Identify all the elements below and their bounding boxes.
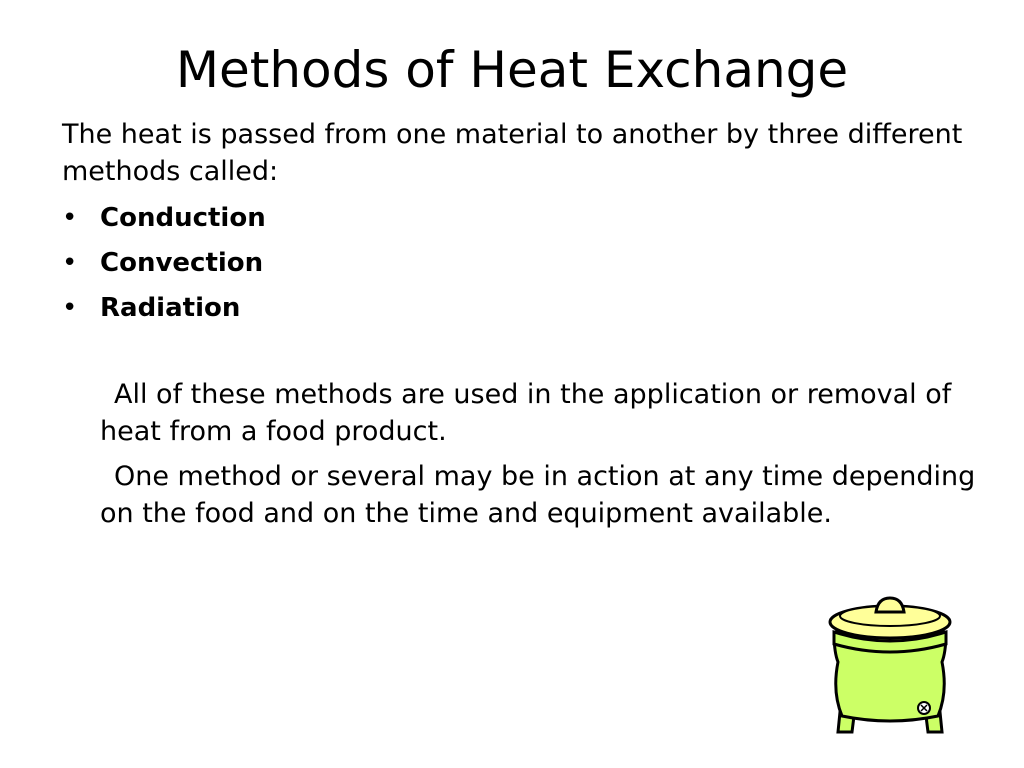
list-item <box>62 286 266 331</box>
list-item <box>62 196 266 241</box>
methods-list <box>62 196 266 331</box>
list-item-label: Radiation <box>100 293 241 323</box>
list-item-label: Conduction <box>100 203 266 233</box>
list-item-label: Convection <box>100 248 264 278</box>
slow-cooker-icon <box>820 592 960 738</box>
list-item <box>62 241 266 286</box>
intro-text: The heat is passed from one material to another by three different methods called: <box>62 119 963 187</box>
cooker-lid-knob <box>876 598 904 612</box>
bullet-icon: • <box>62 248 78 278</box>
bullet-icon: • <box>62 293 78 323</box>
bullet-icon: • <box>62 203 78 233</box>
slide-title: Methods of Heat Exchange <box>175 41 849 99</box>
paragraph-methods-in-action: One method or several may be in action at any time depending on the food and on the time and equipment available. <box>100 461 976 529</box>
paragraph-application: All of these methods are used in the application or removal of heat from a food product. <box>100 379 952 447</box>
